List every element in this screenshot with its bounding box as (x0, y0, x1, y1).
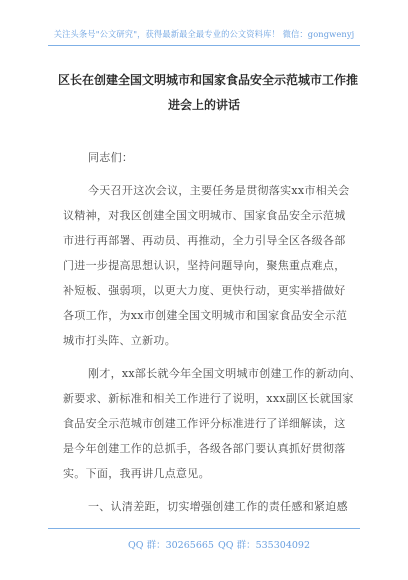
paragraph-1-line-5: 补短板、强弱项，以更大力度、更快行动，更实举措做好 (63, 284, 346, 297)
paragraph-1-line-1: 今天召开这次会议，主要任务是贯彻落实xx市相关会 (88, 184, 350, 197)
paragraph-1-line-2: 议精神，对我区创建全国文明城市、国家食品安全示范城 (63, 209, 346, 222)
paragraph-2-line-5: 实。下面，我再讲几点意见。 (63, 467, 210, 480)
paragraph-2-line-2: 新要求、新标准和相关工作进行了说明，xxx副区长就国家 (63, 392, 354, 405)
header-banner: 关注头条号"公文研究"，获得最新最全最专业的公文资料库！ 微信：gongwenyj (53, 29, 355, 39)
document-title-line-2: 进会上的讲话 (167, 98, 240, 112)
paragraph-2-line-1: 刚才，xx部长就今年全国文明城市创建工作的新动向、 (88, 367, 361, 380)
header-divider (48, 45, 360, 46)
paragraph-1-line-6: 各项工作，为xx市创建全国文明城市和国家食品安全示范 (63, 309, 348, 322)
paragraph-2-line-3: 食品安全示范城市创建工作评分标准进行了详细解读，这 (63, 417, 346, 430)
salutation: 同志们： (88, 151, 134, 164)
footer-qq-group-2: QQ 群：535304092 (218, 540, 310, 551)
document-title-line-1: 区长在创建全国文明城市和国家食品安全示范城市工作推 (58, 73, 359, 87)
paragraph-1-line-3: 市进行再部署、再动员、再推动，全力引导全区各级各部 (63, 234, 346, 247)
footer-qq-group-1: QQ 群：30265665 (128, 540, 214, 551)
paragraph-2-line-4: 是今年创建工作的总抓手，各级各部门要认真抓好贯彻落 (63, 442, 346, 455)
paragraph-1-line-4: 门进一步提高思想认识，坚持问题导向，聚焦重点难点， (63, 259, 346, 272)
footer-divider (48, 528, 360, 529)
paragraph-1-line-7: 城市打头阵、立新功。 (63, 334, 176, 347)
section-heading-1: 一、认清差距，切实增强创建工作的责任感和紧迫感 (88, 500, 348, 513)
